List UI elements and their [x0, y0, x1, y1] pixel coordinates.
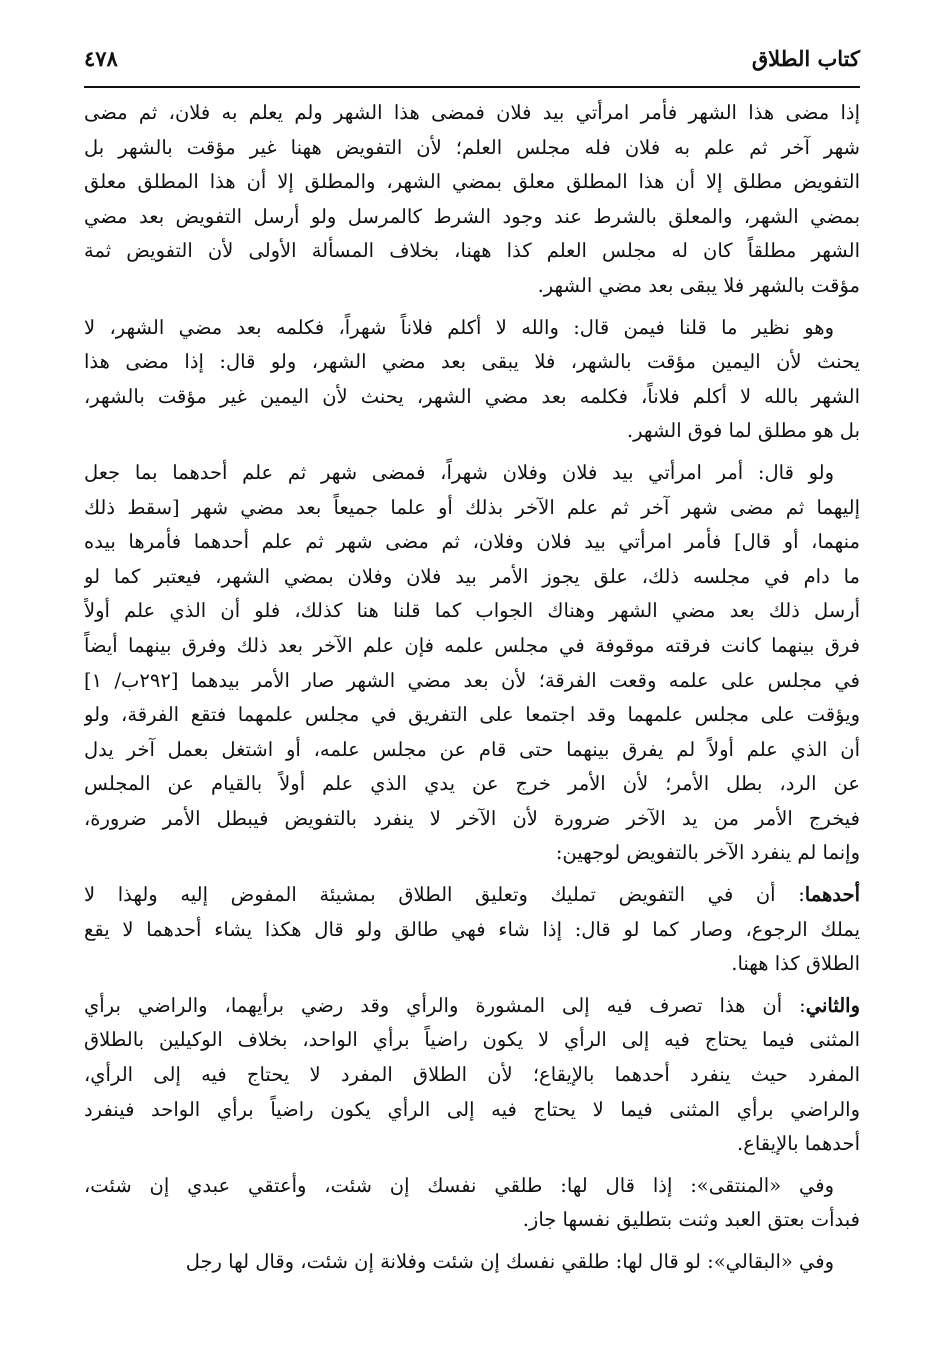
line-text: المثنى فيما يحتاج فيه إلى الرأي لا يكون راضياً برأي الواحد، بخلاف الوكيلين بالطلاق — [84, 1028, 860, 1052]
text-line — [84, 1127, 860, 1162]
line-text: والراضي برأي المثنى فيما لا يحتاج فيه إلى الرأي يكون راضياً برأي الواحد فينفرد — [84, 1097, 860, 1121]
running-header — [84, 42, 860, 82]
text-line — [84, 414, 860, 449]
text-line — [84, 311, 860, 346]
text-line — [84, 1023, 860, 1058]
text-line — [84, 131, 860, 166]
line-text: فرق بينهما كانت فرقته موقوفة في مجلس علمه فإن علم الآخر بعد ذلك وفرق بينهما أيضاً — [84, 633, 860, 657]
text-line — [84, 560, 860, 595]
line-text: في مجلس على علمه وقعت الفرقة؛ لأن بعد مضي الشهر صار الأمر بيدهما [٢٩٢ب/ ١] — [84, 668, 860, 692]
text-line — [84, 491, 860, 526]
paragraph — [84, 1169, 860, 1238]
paragraph — [84, 311, 860, 449]
line-text: : أن هذا تصرف فيه إلى المشورة والرأي وقد رضي برأيهما، والراضي برأي — [84, 993, 806, 1017]
line-text: ويؤقت على مجلس علمهما وقد اجتمعا على التفريق في مجلس علمهما فتقع الفرقة، ولو — [84, 703, 860, 727]
text-line — [84, 345, 860, 380]
line-text: المفرد حيث ينفرد أحدهما بالإيقاع؛ لأن الطلاق المفرد لا يحتاج فيه إلى الرأي، — [84, 1063, 860, 1087]
line-text: بل هو مطلق لما فوق الشهر. — [626, 419, 860, 443]
page-body — [84, 96, 860, 1287]
line-text: وفي «المنتقى»: إذا قال لها: طلقي نفسك إن شئت، وأعتقي عبدي إن شئت، — [84, 1173, 834, 1197]
text-line — [84, 525, 860, 560]
text-line — [84, 380, 860, 415]
line-text: إذا مضى هذا الشهر فأمر امرأتي بيد فلان فمضى هذا الشهر ولم يعلم به فلان، ثم مضى — [84, 101, 860, 124]
paragraph — [84, 878, 860, 982]
text-line — [84, 1093, 860, 1128]
text-line — [84, 165, 860, 200]
line-text: إليهما ثم مضى شهر آخر ثم علم الآخر بذلك أو علما جميعاً بعد مضي شهر [سقط ذلك — [84, 495, 860, 519]
line-text: فبدأت بعتق العبد وثنت بتطليق نفسها جاز. — [522, 1208, 860, 1232]
header-rule — [84, 86, 860, 88]
line-text: فيخرج الأمر من يد الآخر ضرورة لأن الآخر لا ينفرد بالتفويض فيبطل الأمر ضرورة، — [84, 806, 860, 830]
line-text: مؤقت بالشهر فلا يبقى بعد مضي الشهر. — [537, 273, 860, 297]
text-line — [84, 664, 860, 699]
line-text: الطلاق كذا ههنا. — [731, 952, 860, 976]
line-text: بمضي الشهر، والمعلق بالشرط عند وجود الشرط كالمرسل ولو أرسل التفويض بعد مضي — [84, 204, 860, 228]
text-line — [84, 767, 860, 802]
line-text: ولو قال: أمر امرأتي بيد فلان وفلان شهراً، فمضى شهر ثم علم أحدهما بما جعل — [84, 460, 834, 484]
text-line — [84, 1058, 860, 1093]
line-text: أرسل ذلك بعد مضي الشهر وهناك الجواب كما قلنا هنا كذلك، فلو أن الذي علم أولاً — [84, 599, 860, 623]
text-line — [84, 96, 860, 131]
line-text: التفويض مطلق إلا أن هذا المطلق معلق بمضي الشهر، والمطلق إلا أن هذا المطلق معلق — [84, 170, 860, 194]
text-line — [84, 878, 860, 913]
text-line — [84, 913, 860, 948]
line-text: أن الذي علم أولاً لم يفرق بينهما حتى قام عن مجلس علمه، أو اشتغل بعمل آخر يدل — [84, 737, 860, 761]
text-line — [84, 234, 860, 269]
text-line — [84, 1203, 860, 1238]
line-text: الشهر مطلقاً كان له مجلس العلم كذا ههنا، بخلاف المسألة الأولى لأن التفويض ثمة — [84, 239, 860, 263]
line-text: ما دام في مجلسه ذلك، علق يجوز الأمر بيد فلان وفلان بمضي الشهر، فيعتبر كما لو — [84, 564, 860, 588]
lead-word: أحدهما — [804, 883, 860, 907]
text-line — [84, 200, 860, 235]
line-text: شهر آخر ثم علم به فلان فله مجلس العلم؛ لأن التفويض ههنا غير مؤقت بالشهر بل — [84, 135, 860, 159]
paragraph — [84, 1245, 860, 1280]
line-text: : أن في التفويض تمليك وتعليق الطلاق بمشيئة المفوض إليه ولهذا لا — [84, 883, 805, 907]
text-line — [84, 594, 860, 629]
line-text: وفي «البقالي»: لو قال لها: طلقي نفسك إن شئت وفلانة إن شئت، وقال لها رجل — [185, 1250, 834, 1273]
text-line — [84, 456, 860, 491]
text-line — [84, 836, 860, 871]
line-text: وإنما لم ينفرد الآخر بالتفويض لوجهين: — [555, 841, 860, 865]
text-line — [84, 1245, 860, 1280]
page-number: ٤٧٨ — [84, 46, 118, 71]
text-line — [84, 629, 860, 664]
text-line — [84, 698, 860, 733]
paragraph — [84, 989, 860, 1162]
text-line — [84, 947, 860, 982]
paragraph — [84, 456, 860, 871]
lead-word: والثاني — [805, 993, 860, 1017]
chapter-title: كتاب الطلاق — [751, 46, 860, 71]
line-text: يحنث لأن اليمين مؤقت بالشهر، فلا يبقى بعد مضي الشهر، ولو قال: إذا مضى هذا — [84, 350, 860, 374]
line-text: وهو نظير ما قلنا فيمن قال: والله لا أكلم فلاناً شهراً، فكلمه بعد مضي الشهر، لا — [84, 315, 834, 339]
text-line — [84, 802, 860, 837]
line-text: الشهر بالله لا أكلم فلاناً، فكلمه بعد مضي الشهر، يحنث لأن اليمين غير مؤقت بالشهر، — [84, 384, 860, 408]
text-line — [84, 269, 860, 304]
line-text: منهما، أو قال] فأمر امرأتي بيد فلان وفلان، ثم مضى شهر ثم علم أحدهما فأمرها بيده — [84, 530, 860, 554]
line-text: أحدهما بالإيقاع. — [737, 1132, 860, 1156]
text-line — [84, 1169, 860, 1204]
text-line — [84, 733, 860, 768]
paragraph — [84, 96, 860, 304]
text-line — [84, 989, 860, 1024]
line-text: عن الرد، بطل الأمر؛ لأن الأمر خرج عن يدي الذي علم أولاً بالقيام عن المجلس — [84, 772, 860, 796]
line-text: يملك الرجوع، وصار كما لو قال: إذا شاء فهي طالق ولو قال هكذا يشاء أحدهما لا يقع — [84, 917, 860, 941]
